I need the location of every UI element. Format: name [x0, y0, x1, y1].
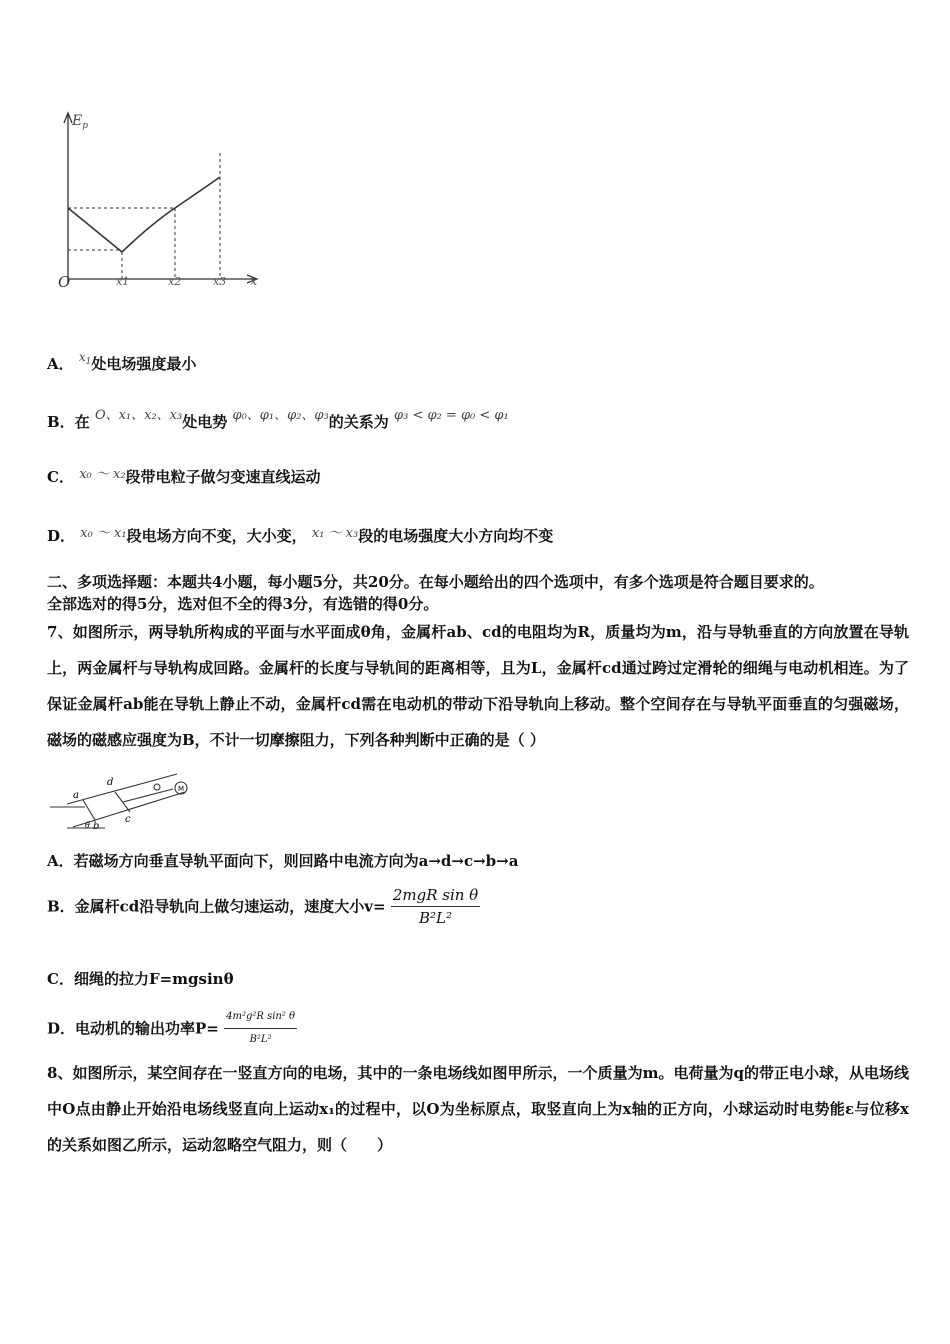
- q7-option-c: C．细绳的拉力F=mgsinθ: [47, 970, 234, 988]
- rope: [123, 789, 173, 802]
- q6-option-b: B．在 O、x₁、x₂、x₃处电势 φ₀、φ₁、φ₂、φ₃的关系为 φ₃ < φ₂ = φ₀ < φ₁: [47, 408, 509, 431]
- origin-label: O: [58, 273, 71, 291]
- q8-stem: 8、如图所示，某空间存在一竖直方向的电场，其中的一条电场线如图甲所示，一个质量为m。电荷量为q的带正电小球，从电场线中O点由静止开始沿电场线竖直向上运动x₁的过程中，以O为坐标原点，取竖直向上为x轴的正方向，小球运动时电势能ε与位移x的关系如图乙所示，运动忽略空气阻力，则（ ）: [47, 1064, 909, 1154]
- label-b: b: [93, 821, 100, 832]
- label-d: d: [107, 777, 114, 788]
- tick-x2: x2: [168, 275, 182, 288]
- q7-option-a: A．若磁场方向垂直导轨平面向下，则回路中电流方向为a→d→c→b→a: [47, 852, 519, 870]
- power-fraction: $\frac{\text{4m²g²R sin² θ}}{\text{B²L²}}$: [224, 1006, 297, 1051]
- q6-option-c: C． x₀ ～ x₂段带电粒子做匀变速直线运动: [47, 467, 321, 486]
- rod-ab: [83, 800, 95, 820]
- ep-curve: [68, 208, 122, 252]
- rails-figure: [45, 762, 205, 834]
- tick-x1: x1: [116, 275, 130, 288]
- ep-x-graph: [50, 105, 270, 300]
- y-label: $E_p$: [72, 113, 88, 131]
- label-c: c: [125, 814, 131, 825]
- tick-x3: x3: [213, 275, 227, 288]
- pulley: [154, 784, 160, 790]
- ep-curve-rise: [122, 177, 220, 252]
- q7-option-d: D．电动机的输出功率P= $\frac{\text{4m²g²R sin² θ}}{\text{B²L²}}$: [47, 1006, 297, 1051]
- q6-option-a: A． $^{x_1}$处电场强度最小: [47, 350, 197, 373]
- x-axis-label: x: [250, 274, 258, 289]
- velocity-fraction: $\frac{\text{2mgR sin θ}}{\text{B²L²}}$: [392, 886, 479, 927]
- q7-stem: 7、如图所示，两导轨所构成的平面与水平面成θ角，金属杆ab、cd的电阻均为R，质量均为m，沿与导轨垂直的方向放置在导轨上，两金属杆与导轨构成回路。金属杆的长度与导轨间的距离相等，且为L，金属杆cd通过跨过定滑轮的细绳与电动机相连。为了保证金属杆ab能在导轨上静止不动，金属杆cd需在电动机的带动下沿导轨向上移动。整个空间存在与导轨平面垂直的匀强磁场，磁场的磁感应强度为B，不计一切摩擦阻力，下列各种判断中正确的是（ ）: [47, 623, 909, 749]
- q7-option-b: B．金属杆cd沿导轨向上做匀速运动，速度大小v= $\frac{\text{2mgR sin θ}}{\text{B²L²}}$: [47, 886, 479, 927]
- rod-cd: [115, 792, 130, 812]
- label-motor: M: [178, 785, 185, 793]
- label-theta: θ: [85, 821, 90, 830]
- q6-option-d: D． x₀ ～ x₁段电场方向不变，大小变， x₁ ～ x₃段的电场强度大小方向均不变: [47, 526, 554, 545]
- section-header: 二、多项选择题：本题共4小题，每小题5分，共20分。在每小题给出的四个选项中，有多个选项是符合题目要求的。 全部选对的得5分，选对但不全的得3分，有选错的得0分。: [47, 573, 824, 613]
- label-a: a: [73, 790, 79, 801]
